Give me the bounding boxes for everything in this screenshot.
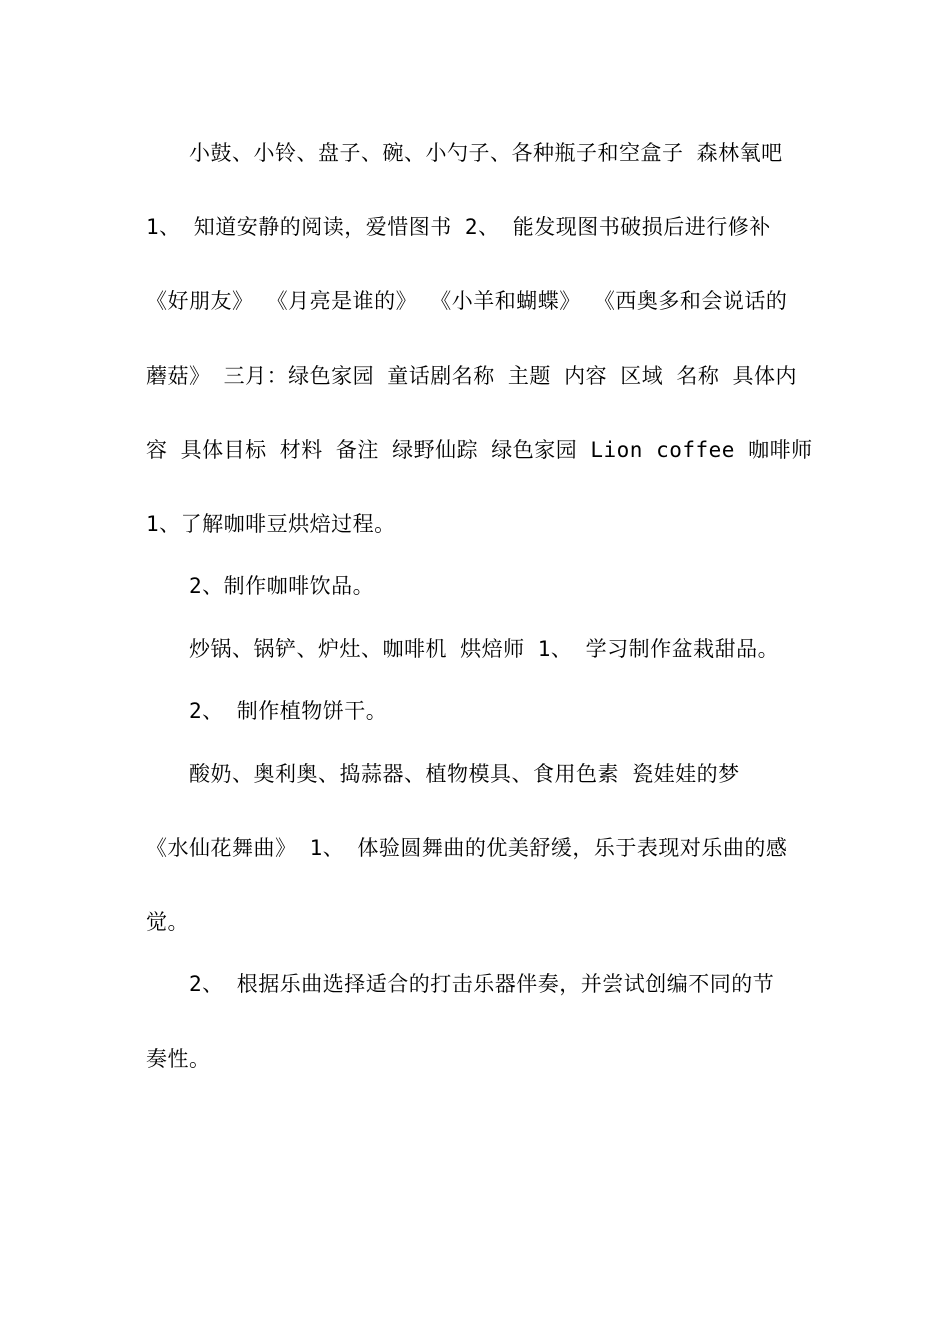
text-line: 2、 制作植物饼干。: [189, 699, 388, 723]
text-line: 2、制作咖啡饮品。: [189, 574, 375, 598]
text-line: 觉。: [146, 910, 189, 934]
text-line: 蘑菇》 三月：绿色家园 童话剧名称 主题 内容 区域 名称 具体内: [146, 364, 797, 388]
text-line: 酸奶、奥利奥、捣蒜器、植物模具、食用色素 瓷娃娃的梦: [189, 762, 740, 786]
text-line: 小鼓、小铃、盘子、碗、小勺子、各种瓶子和空盒子 森林氧吧: [189, 141, 783, 165]
text-line: 1、 知道安静的阅读，爱惜图书 2、 能发现图书破损后进行修补: [146, 215, 771, 239]
text-line: 容 具体目标 材料 备注 绿野仙踪 绿色家园 Lion coffee 咖啡师: [146, 438, 813, 462]
text-line: 炒锅、锅铲、炉灶、咖啡机 烘焙师 1、 学习制作盆栽甜品。: [189, 637, 780, 661]
text-line: 《水仙花舞曲》 1、 体验圆舞曲的优美舒缓，乐于表现对乐曲的感: [146, 836, 788, 860]
text-line: 《好朋友》 《月亮是谁的》 《小羊和蝴蝶》 《西奥多和会说话的: [146, 289, 788, 313]
text-line: 1、了解咖啡豆烘焙过程。: [146, 512, 396, 536]
text-line: 2、 根据乐曲选择适合的打击乐器伴奏，并尝试创编不同的节: [189, 972, 775, 996]
text-line: 奏性。: [146, 1047, 211, 1071]
